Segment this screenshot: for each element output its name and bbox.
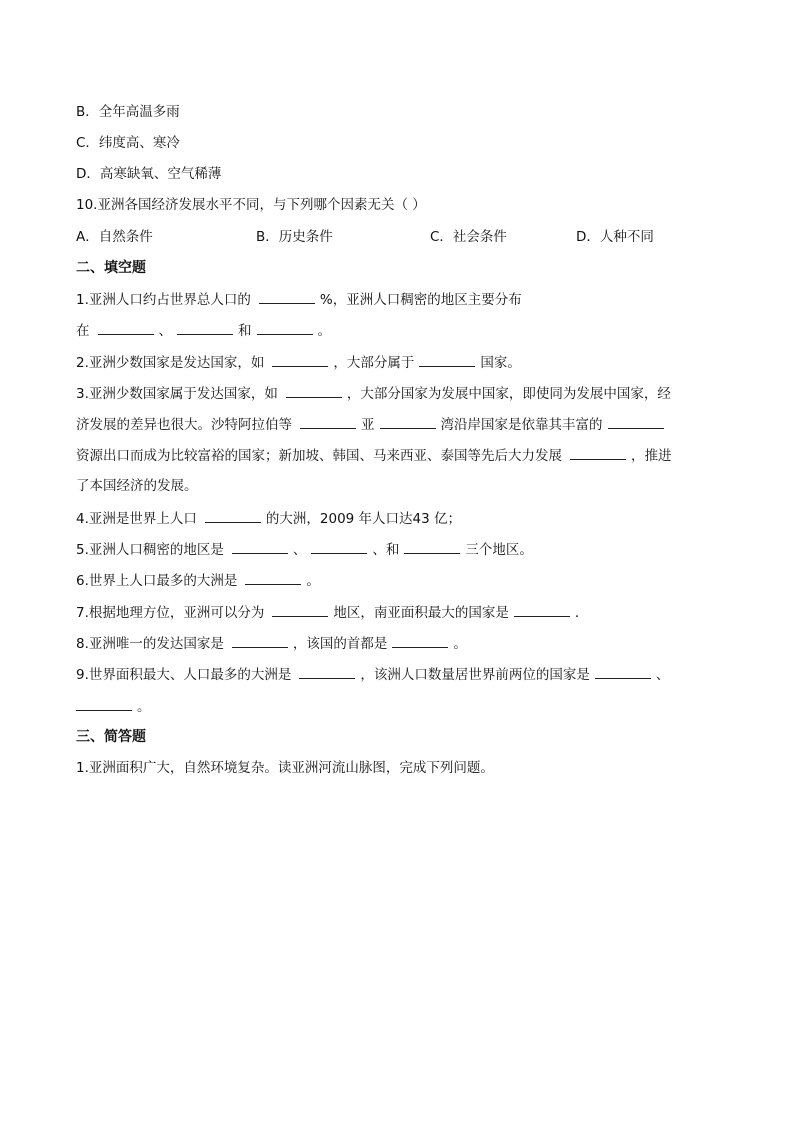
blank: [570, 446, 626, 460]
text: 1.亚洲人口约占世界总人口的: [76, 292, 251, 308]
fill-q6: [76, 571, 320, 590]
text: 了本国经济的发展。: [76, 478, 198, 494]
text: 3.亚洲少数国家属于发达国家，如: [76, 386, 278, 402]
section-2-title: 二、填空题: [76, 260, 146, 276]
text: 资源出口而成为比较富裕的国家；新加坡、韩国、马来西亚、泰国等先后大力发展: [76, 448, 562, 464]
q10-option-d: D．人种不同: [576, 229, 654, 245]
text: 地区，南亚面积最大的国家是: [333, 605, 509, 621]
fill-q1-line1: [76, 290, 522, 309]
text: ，大部分属于: [333, 355, 415, 371]
text: 2.亚洲少数国家是发达国家，如: [76, 355, 265, 371]
blank: [232, 540, 288, 554]
text: %，亚洲人口稠密的地区主要分布: [319, 292, 522, 308]
text: 在: [76, 323, 90, 339]
fill-q2: [76, 353, 521, 372]
text: 7.根据地理方位，亚洲可以分为: [76, 605, 265, 621]
fill-q9-line1: [76, 665, 669, 684]
blank: [392, 634, 448, 648]
option-b: B．全年高温多雨: [76, 104, 180, 120]
fill-q3-line2: [76, 415, 669, 434]
q10-option-b: B．历史条件: [256, 229, 333, 245]
option-b-line: [76, 103, 180, 121]
text: ，大部分国家为发展中国家，即使同为发展中国家，经: [346, 386, 671, 402]
text: 的大洲，2009 年人口达43 亿；: [265, 511, 462, 527]
blank: [380, 415, 436, 429]
question-10-stem: [76, 196, 426, 214]
blank: [608, 415, 664, 429]
blank: [259, 290, 315, 304]
blank: [404, 540, 460, 554]
text: 。: [137, 699, 151, 715]
option-d-line: [76, 165, 221, 183]
fill-q3-line1: [76, 384, 671, 403]
blank: [76, 697, 132, 711]
text: ，该洲人口数量居世界前两位的国家是: [360, 667, 590, 683]
blank: [419, 353, 475, 367]
blank: [300, 415, 356, 429]
blank: [272, 353, 328, 367]
fill-q1-line2: [76, 321, 331, 340]
fill-q9-line2: [76, 697, 151, 716]
option-c-line: [76, 134, 180, 152]
q10-option-c: C．社会条件: [430, 229, 507, 245]
blank: [177, 321, 233, 335]
text: ．: [574, 605, 589, 621]
text: 、: [655, 667, 670, 683]
text: 5.亚洲人口稠密的地区是: [76, 542, 224, 558]
text: 。: [306, 573, 320, 589]
text: 国家。: [480, 355, 521, 371]
short-answer-q1: 1.亚洲面积广大，自然环境复杂。读亚洲河流山脉图，完成下列问题。: [76, 760, 494, 776]
fill-q4: [76, 509, 461, 528]
text: ，推进: [631, 448, 672, 464]
blank: [232, 634, 288, 648]
text: 、: [292, 542, 307, 558]
text: 济发展的差异也很大。沙特阿拉伯等: [76, 417, 292, 433]
q10-option-a: A．自然条件: [76, 229, 153, 245]
blank: [98, 321, 154, 335]
text: 9.世界面积最大、人口最多的大洲是: [76, 667, 292, 683]
text: 6.世界上人口最多的大洲是: [76, 573, 238, 589]
fill-q7: [76, 603, 588, 622]
text: 三个地区。: [465, 542, 533, 558]
text: ，该国的首都是: [292, 636, 388, 652]
blank: [286, 384, 342, 398]
text: 。: [453, 636, 467, 652]
blank: [299, 665, 355, 679]
text: 湾沿岸国家是依靠其丰富的: [440, 417, 603, 433]
text: 、: [158, 323, 172, 339]
text: 。: [317, 323, 331, 339]
blank: [245, 571, 301, 585]
blank: [272, 603, 328, 617]
text: 、和: [372, 542, 400, 558]
option-d: D．高寒缺氧、空气稀薄: [76, 166, 222, 182]
blank: [205, 509, 261, 523]
section-3-title: 三、简答题: [76, 729, 146, 745]
text: 和: [238, 323, 252, 339]
question-10-options: [76, 228, 726, 246]
blank: [595, 665, 651, 679]
blank: [257, 321, 313, 335]
blank: [311, 540, 367, 554]
fill-q5: [76, 540, 533, 559]
fill-q3-line4: [76, 477, 198, 495]
text: 4.亚洲是世界上人口: [76, 511, 197, 527]
text: 亚: [361, 417, 375, 433]
option-c: C．纬度高、寒冷: [76, 135, 180, 151]
question-10-text: 10.亚洲各国经济发展水平不同，与下列哪个因素无关（ ）: [76, 197, 426, 213]
text: 8.亚洲唯一的发达国家是: [76, 636, 224, 652]
fill-q8: [76, 634, 467, 653]
blank: [514, 603, 570, 617]
fill-q3-line3: [76, 446, 672, 465]
